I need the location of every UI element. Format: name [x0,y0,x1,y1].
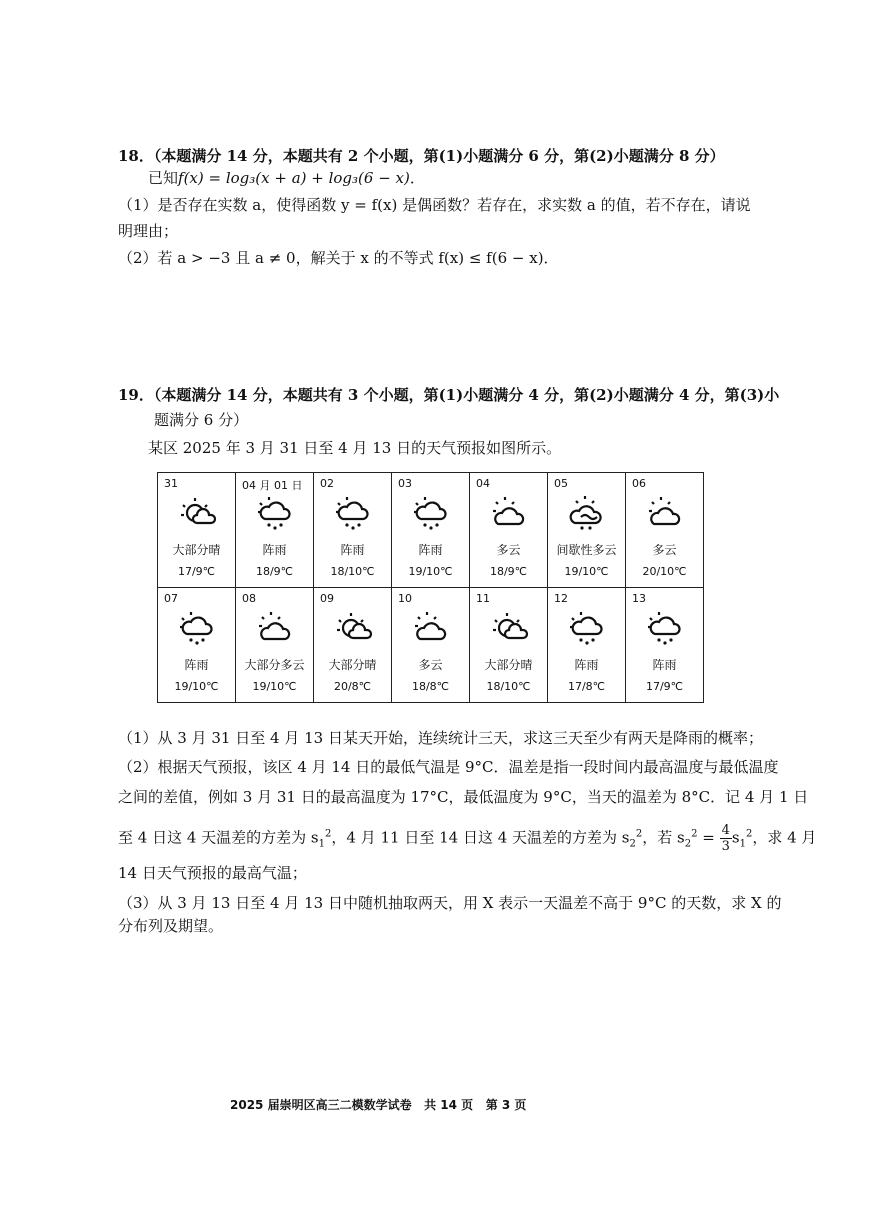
weather-desc: 阵雨 [184,658,209,672]
weather-date: 03 [398,477,412,490]
weather-temp: 17/8℃ [567,680,606,693]
q18-given-formula: f(x) = log₃(x + a) + log₃(6 − x) [178,169,410,187]
q18-given [148,167,425,189]
weather-desc: 阵雨 [262,543,287,557]
weather-temp: 20/8℃ [333,680,372,693]
cloudy-icon [255,608,295,648]
fraction-numerator: 4 [721,823,730,838]
weather-row-2 [158,588,704,703]
weather-desc: 多云 [418,658,443,672]
intermittent-cloudy-icon [567,493,607,533]
partly-sunny-icon [333,608,373,648]
shower-icon [411,493,451,533]
superscript-2: 2 [325,828,332,840]
weather-cell [158,473,236,588]
superscript-2: 2 [635,828,643,840]
weather-cell [314,473,392,588]
weather-cell [392,588,470,703]
q19-part2-text-f: ，求 4 月 [752,828,817,847]
q19-part2-text-a: 至 4 日这 4 天温差的方差为 s [118,828,319,847]
weather-desc: 大部分晴 [484,658,533,672]
weather-temp: 19/10℃ [564,565,609,578]
fraction [720,823,732,854]
weather-date: 05 [554,477,568,490]
weather-desc: 阵雨 [652,658,677,672]
weather-desc: 间歇性多云 [556,543,617,557]
weather-desc: 阵雨 [574,658,599,672]
subscript-2: 2 [684,838,692,850]
subscript-1: 1 [739,838,746,850]
weather-cell [314,588,392,703]
weather-temp: 18/9℃ [255,565,294,578]
weather-temp: 18/10℃ [486,680,531,693]
superscript-2: 2 [691,828,698,840]
q19-part2-line2: 之间的差值，例如 3 月 31 日的最高温度为 17°C，最低温度为 9°C，当天的温差为 8°C．记 4 月 1 日 [118,788,809,806]
q19-part2-text-c: ，若 s [642,828,685,847]
weather-temp: 17/9℃ [177,565,216,578]
weather-desc: 阵雨 [340,543,365,557]
weather-desc: 多云 [496,543,521,557]
weather-forecast-table [157,472,704,703]
weather-date: 08 [242,592,256,605]
weather-cell [470,588,548,703]
weather-desc: 多云 [652,543,677,557]
cloudy-icon [489,493,529,533]
q18-header: 18．（本题满分 14 分，本题共有 2 个小题，第(1)小题满分 6 分，第(2)小题满分 8 分） [118,147,725,165]
q19-part2-text-e: s [731,828,740,847]
q19-part1: （1）从 3 月 31 日至 4 月 13 日某天开始，连续统计三天，求这三天至少有两天是降雨的概率； [118,729,763,747]
superscript-2: 2 [745,828,753,840]
subscript-2: 2 [629,838,636,850]
shower-icon [177,608,217,648]
q19-part2-text-b: ，4 月 11 日至 14 日这 4 天温差的方差为 s [331,828,630,847]
weather-desc: 大部分多云 [244,658,305,672]
weather-cell [626,473,704,588]
q19-intro: 某区 2025 年 3 月 31 日至 4 月 13 日的天气预报如图所示。 [148,439,562,457]
weather-temp: 19/10℃ [174,680,219,693]
weather-cell [236,588,314,703]
q19-part2-line1: （2）根据天气预报，该区 4 月 14 日的最低气温是 9°C．温差是指一段时间内最高温度与最低温度 [118,758,779,776]
weather-date: 10 [398,592,412,605]
q18-given-prefix: 已知 [148,169,179,187]
weather-date: 06 [632,477,646,490]
weather-temp: 18/8℃ [411,680,450,693]
weather-temp: 19/10℃ [408,565,453,578]
q19-part2-line3 [118,823,816,856]
partly-sunny-icon [177,493,217,533]
q18-given-suffix: ． [409,169,425,187]
weather-date: 13 [632,592,646,605]
q18-part2: （2）若 a > −3 且 a ≠ 0，解关于 x 的不等式 f(x) ≤ f(6 − x)． [118,249,559,267]
q19-part3-line2: 分布列及期望。 [118,917,224,935]
weather-date: 04 月 01 日 [242,479,303,492]
weather-temp: 17/9℃ [645,680,684,693]
weather-temp: 18/9℃ [489,565,528,578]
weather-cell [392,473,470,588]
shower-icon [567,608,607,648]
subscript-1: 1 [318,838,326,850]
weather-row-1 [158,473,704,588]
weather-cell [548,473,626,588]
weather-temp: 18/10℃ [330,565,375,578]
cloudy-icon [645,493,685,533]
fraction-denominator: 3 [721,839,730,854]
weather-date: 09 [320,592,334,605]
weather-date: 02 [320,477,334,490]
q19-header-line1: 19．（本题满分 14 分，本题共有 3 个小题，第(1)小题满分 4 分，第(2)小题满分 4 分，第(3)小 [118,386,780,404]
q19-part2-line4: 14 日天气预报的最高气温； [118,864,307,882]
weather-desc: 大部分晴 [328,658,377,672]
shower-icon [333,493,373,533]
cloudy-icon [411,608,451,648]
weather-date: 04 [476,477,490,490]
weather-date: 07 [164,592,178,605]
weather-cell [470,473,548,588]
q18-part1-line1: （1）是否存在实数 a，使得函数 y = f(x) 是偶函数？若存在，求实数 a 的值，若不存在，请说 [118,196,751,214]
q19-part3-line1: （3）从 3 月 13 日至 4 月 13 日中随机抽取两天，用 X 表示一天温差不高于 9°C 的天数，求 X 的 [118,894,782,912]
weather-cell [236,473,314,588]
weather-temp: 19/10℃ [252,680,297,693]
weather-desc: 阵雨 [418,543,443,557]
shower-icon [255,493,295,533]
q18-part1-line2: 明理由； [118,222,179,240]
partly-sunny-icon [489,608,529,648]
shower-icon [645,608,685,648]
q19-header-line2: 题满分 6 分） [154,411,249,429]
weather-date: 31 [164,477,178,490]
weather-temp: 20/10℃ [642,565,687,578]
weather-desc: 大部分晴 [172,543,221,557]
weather-cell [548,588,626,703]
page-footer: 2025 届崇明区高三二模数学试卷 共 14 页 第 3 页 [230,1098,527,1112]
q19-part2-text-d: = [697,828,720,847]
weather-date: 12 [554,592,568,605]
weather-cell [626,588,704,703]
weather-date: 11 [476,592,490,605]
weather-cell [158,588,236,703]
